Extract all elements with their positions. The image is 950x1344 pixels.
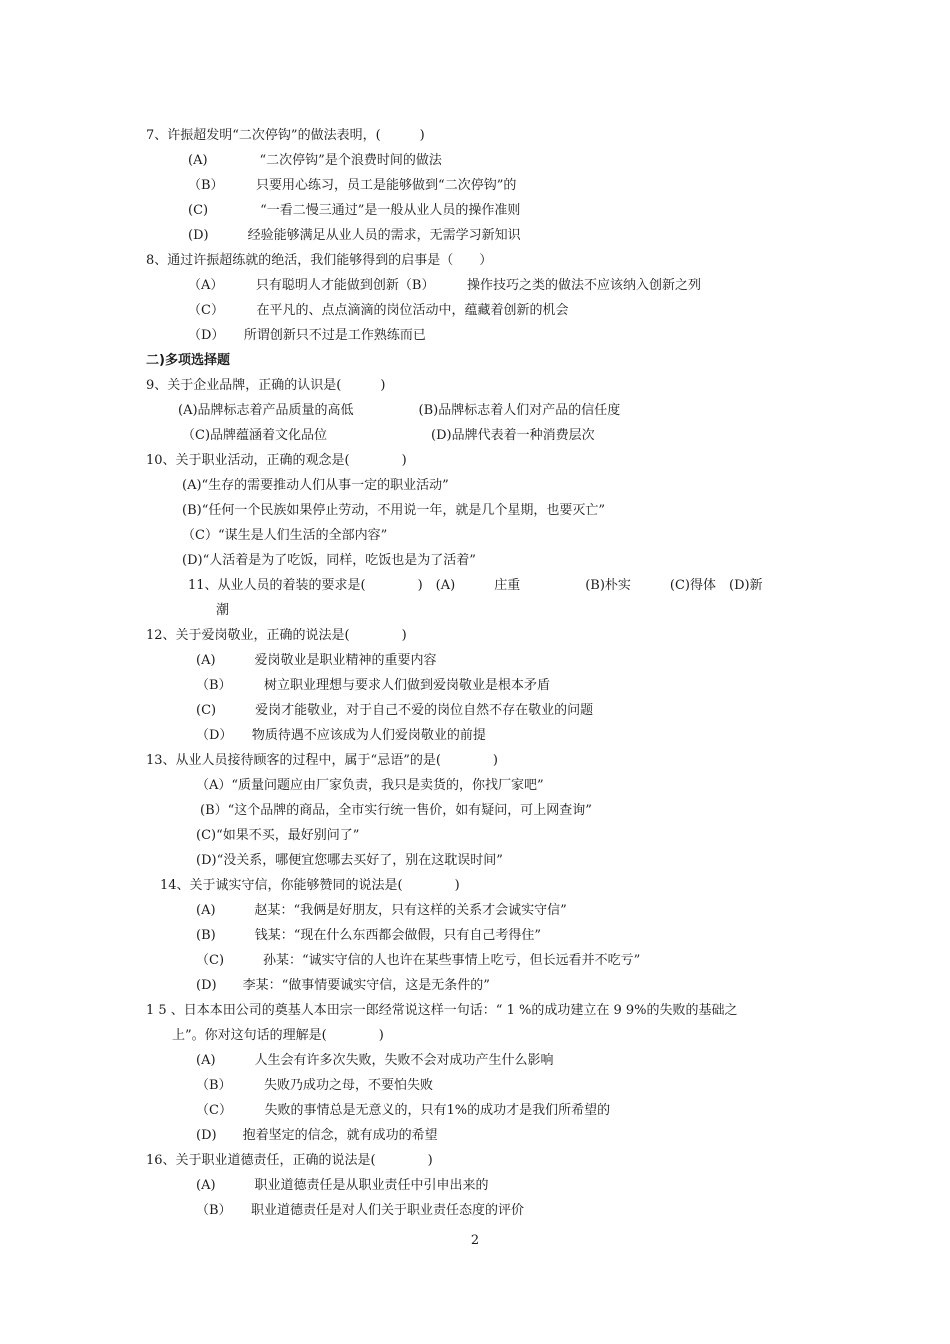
q13-option-c: (C)“如果不买，最好别问了” <box>196 828 360 843</box>
q10-option-d: (D)“人活着是为了吃饭，同样，吃饭也是为了活着” <box>182 553 476 568</box>
q7-option-c: (C) “一看二慢三通过”是一般从业人员的操作准则 <box>188 203 521 218</box>
q9-option-cd: （C)品牌蕴涵着文化品位 (D)品牌代表着一种消费层次 <box>182 428 595 443</box>
q11-line-1: 11、从业人员的着装的要求是( ) (A) 庄重 (B)朴实 (C)得体 (D)新 <box>188 578 763 593</box>
section-heading: 二)多项选择题 <box>146 353 230 368</box>
q14-option-d: (D) 李某：“做事情要诚实守信，这是无条件的” <box>196 978 490 993</box>
q9-stem: 9、关于企业品牌，正确的认识是( ) <box>146 378 386 393</box>
page-number: 2 <box>470 1233 480 1248</box>
q7-option-d: (D) 经验能够满足从业人员的需求，无需学习新知识 <box>188 228 521 243</box>
q10-option-b: (B)“任何一个民族如果停止劳动，不用说一年，就是几个星期，也要灭亡” <box>182 503 605 518</box>
q14-option-a: (A) 赵某：“我俩是好朋友，只有这样的关系才会诚实守信” <box>196 903 567 918</box>
q15-option-d: (D) 抱着坚定的信念，就有成功的希望 <box>196 1128 438 1143</box>
q14-stem: 14、关于诚实守信，你能够赞同的说法是( ) <box>160 878 460 893</box>
q15-line-2: 上”。你对这句话的理解是( ) <box>172 1028 384 1043</box>
q8-option-ab: （A） 只有聪明人才能做到创新（B） 操作技巧之类的做法不应该纳入创新之列 <box>188 278 701 293</box>
q15-line-1: 1 5 、日本本田公司的奠基人本田宗一郎经常说这样一句话：“ 1 %的成功建立在 9 9%的失败的基础之 <box>146 1003 738 1018</box>
q10-stem: 10、关于职业活动，正确的观念是( ) <box>146 453 407 468</box>
q12-option-b: （B） 树立职业理想与要求人们做到爱岗敬业是根本矛盾 <box>196 678 551 693</box>
q8-stem: 8、通过许振超练就的绝活，我们能够得到的启事是（ ） <box>146 253 493 268</box>
q7-option-a: (A) “二次停钩”是个浪费时间的做法 <box>188 153 442 168</box>
q13-stem: 13、从业人员接待顾客的过程中，属于“忌语”的是( ) <box>146 753 498 768</box>
q8-option-d: （D） 所谓创新只不过是工作熟练而已 <box>188 328 426 343</box>
q15-option-c: （C） 失败的事情总是无意义的，只有1%的成功才是我们所希望的 <box>196 1103 611 1118</box>
q16-option-a: (A) 职业道德责任是从职业责任中引申出来的 <box>196 1178 489 1193</box>
q10-option-a: (A)“生存的需要推动人们从事一定的职业活动” <box>182 478 449 493</box>
q7-stem: 7、许振超发明“二次停钩”的做法表明，( ) <box>146 128 425 143</box>
q13-option-b: (B）“这个品牌的商品，全市实行统一售价，如有疑问，可上网查询” <box>200 803 592 818</box>
q16-option-b: （B） 职业道德责任是对人们关于职业责任态度的评价 <box>196 1203 525 1218</box>
q12-option-a: (A) 爱岗敬业是职业精神的重要内容 <box>196 653 437 668</box>
q10-option-c: （C）“谋生是人们生活的全部内容” <box>182 528 388 543</box>
q8-option-c: （C） 在平凡的、点点滴滴的岗位活动中，蕴藏着创新的机会 <box>188 303 569 318</box>
q14-option-b: (B) 钱某：“现在什么东西都会做假，只有自己考得住” <box>196 928 541 943</box>
q13-option-d: (D)“没关系，哪便宜您哪去买好了，别在这耽误时间” <box>196 853 503 868</box>
q12-option-c: (C) 爱岗才能敬业，对于自己不爱的岗位自然不存在敬业的问题 <box>196 703 594 718</box>
q16-stem: 16、关于职业道德责任，正确的说法是( ) <box>146 1153 433 1168</box>
q11-line-2: 潮 <box>216 603 230 618</box>
q9-option-ab: (A)品牌标志着产品质量的高低 (B)品牌标志着人们对产品的信任度 <box>178 403 621 418</box>
q12-option-d: （D） 物质待遇不应该成为人们爱岗敬业的前提 <box>196 728 486 743</box>
q15-option-a: (A) 人生会有许多次失败，失败不会对成功产生什么影响 <box>196 1053 554 1068</box>
q12-stem: 12、关于爱岗敬业，正确的说法是( ) <box>146 628 407 643</box>
q7-option-b: （B） 只要用心练习，员工是能够做到“二次停钩”的 <box>188 178 517 193</box>
q13-option-a: （A）“质量问题应由厂家负责，我只是卖货的，你找厂家吧” <box>196 778 544 793</box>
q15-option-b: （B） 失败乃成功之母，不要怕失败 <box>196 1078 434 1093</box>
q14-option-c: （C) 孙某：“诚实守信的人也许在某些事情上吃亏，但长远看并不吃亏” <box>196 953 641 968</box>
